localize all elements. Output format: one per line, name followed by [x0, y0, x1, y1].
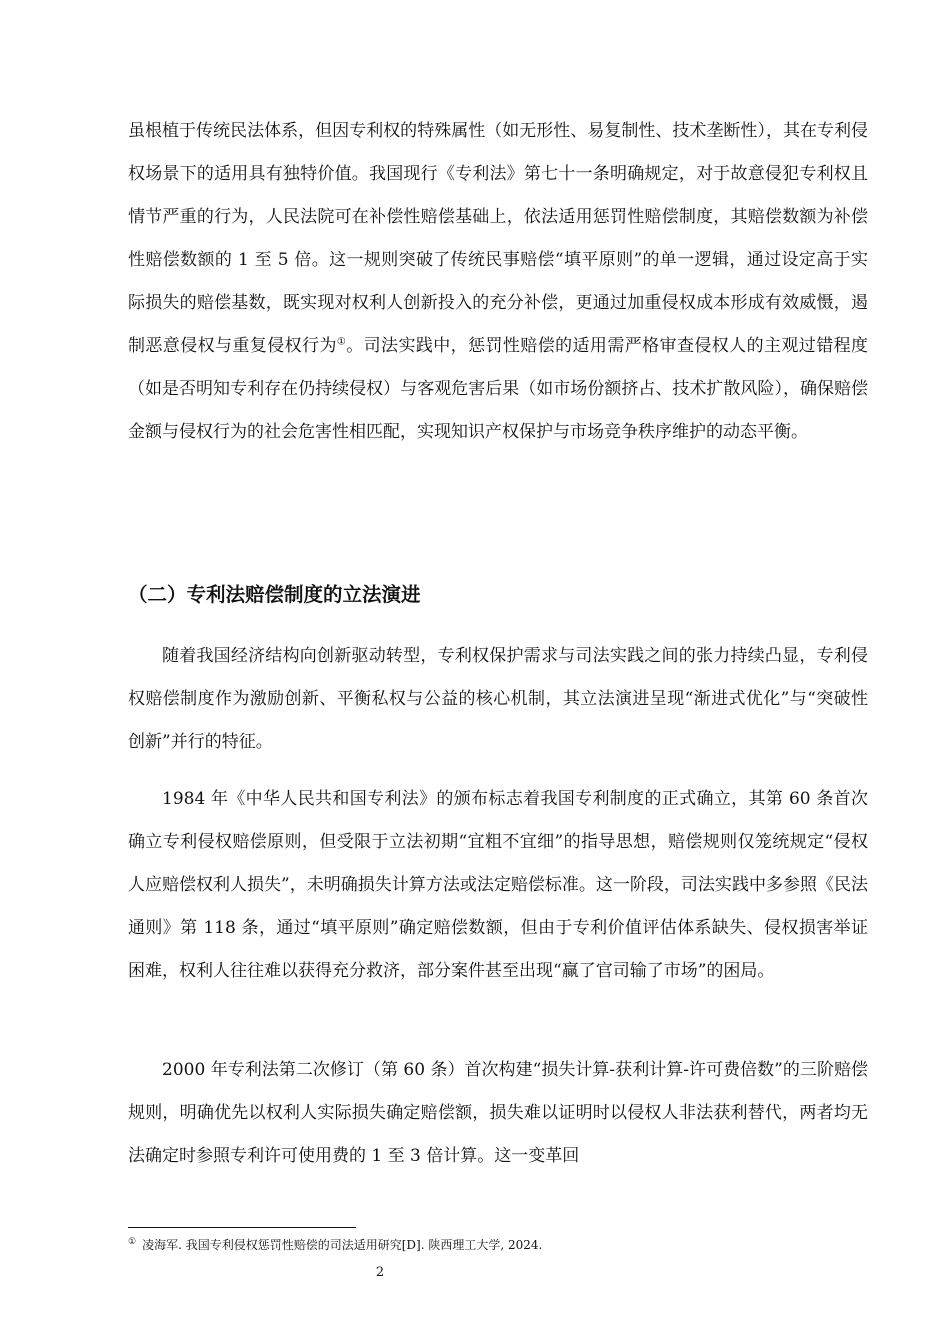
section-heading: （二）专利法赔偿制度的立法演进 [128, 583, 421, 606]
body-paragraph: 2000 年专利法第二次修订（第 60 条）首次构建“损失计算-获利计算-许可费倍数”的三阶赔偿规则，明确优先以权利人实际损失确定赔偿额，损失难以证明时以侵权人非法获利替代，两者均无法确定时参照专利许可使用费的 1 至 3 倍计算。这一变革回 [128, 1060, 868, 1166]
paragraph-text: 虽根植于传统民法体系，但因专利权的特殊属性（如无形性、易复制性、技术垄断性），其在专利侵权场景下的适用具有独特价值。我国现行《专利法》第七十一条明确规定，对于故意侵犯专利权且情节严重的行为，人民法院可在补偿性赔偿基础上，依法适用惩罚性赔偿制度，其赔偿数额为补偿性赔偿数额的 1 至 5 倍。这一规则突破了传统民事赔偿“填平原则”的单一逻辑，通过设定高于实际损失的赔偿基数，既实现对权利人创新投入的充分补偿，更通过加重侵权成本形成有效威慑，遏制恶意侵权与重复侵权行为 [128, 121, 868, 356]
footnote [128, 1235, 868, 1255]
footnote-text: 凌海军. 我国专利侵权惩罚性赔偿的司法适用研究[D]. 陕西理工大学, 2024. [142, 1238, 543, 1252]
footnote-reference[interactable]: ① [336, 336, 347, 348]
footnote-separator [128, 1227, 356, 1228]
paragraph-text-continued: 。司法实践中，惩罚性赔偿的适用需严格审查侵权人的主观过错程度（如是否明知专利存在仍持续侵权）与客观危害后果（如市场份额挤占、技术扩散风险），确保赔偿金额与侵权行为的社会危害性相匹配，实现知识产权保护与市场竞争秩序维护的动态平衡。 [128, 336, 869, 442]
footnote-mark: ① [128, 1237, 137, 1247]
page-number: 2 [375, 1265, 385, 1280]
body-paragraph [128, 110, 868, 454]
body-paragraph: 随着我国经济结构向创新驱动转型，专利权保护需求与司法实践之间的张力持续凸显，专利侵权赔偿制度作为激励创新、平衡私权与公益的核心机制，其立法演进呈现“渐进式优化”与“突破性创新”并行的特征。 [128, 646, 868, 752]
body-paragraph: 1984 年《中华人民共和国专利法》的颁布标志着我国专利制度的正式确立，其第 60 条首次确立专利侵权赔偿原则，但受限于立法初期“宜粗不宜细”的指导思想，赔偿规则仅笼统规定“侵权人应赔偿权利人损失”，未明确损失计算方法或法定赔偿标准。这一阶段，司法实践中多参照《民法通则》第 118 条，通过“填平原则”确定赔偿数额，但由于专利价值评估体系缺失、侵权损害举证困难，权利人往往难以获得充分救济，部分案件甚至出现“赢了官司输了市场”的困局。 [128, 789, 868, 981]
